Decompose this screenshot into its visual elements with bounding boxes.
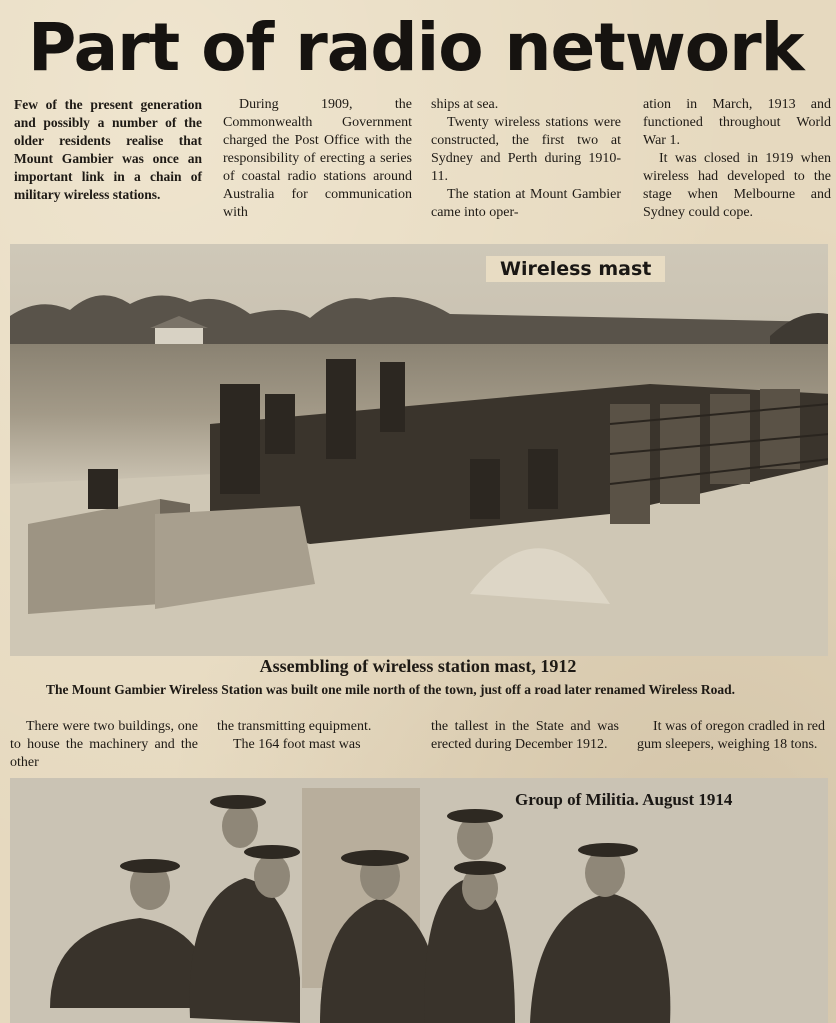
wireless-mast-label: Wireless mast bbox=[486, 256, 665, 282]
lower-column-2-paragraph-2: The 164 foot mast was bbox=[233, 737, 361, 752]
column-3-paragraph-1: ships at sea. bbox=[431, 97, 499, 112]
article-column-2 bbox=[223, 96, 412, 222]
lower-column-4 bbox=[637, 718, 825, 754]
lower-column-1 bbox=[10, 718, 198, 772]
photo-caption-mast: Assembling of wireless station mast, 1912 bbox=[259, 656, 577, 676]
article-column-3 bbox=[431, 96, 621, 222]
column-4-paragraph-1: ation in March, 1913 and functioned throughout World War 1. bbox=[643, 97, 831, 148]
militia-group-photo-image bbox=[10, 778, 828, 1023]
article-column-4 bbox=[643, 96, 831, 222]
column-3-paragraph-2: Twenty wireless stations were constructed, the first two at Sydney and Perth during 1910-11. bbox=[431, 115, 621, 184]
article-column-1 bbox=[14, 96, 202, 204]
militia-photo-caption: Group of Militia. August 1914 bbox=[515, 790, 733, 809]
column-2-paragraph: During 1909, the Commonwealth Government charged the Post Office with the responsibility of erecting a series of coastal radio stations around Australia for communication with bbox=[223, 97, 412, 220]
wireless-mast-photo bbox=[10, 244, 828, 656]
column-3-paragraph-3: The station at Mount Gambier came into oper- bbox=[431, 187, 621, 220]
lower-column-1-paragraph: There were two buildings, one to house the machinery and the other bbox=[10, 719, 198, 770]
column-1-paragraph: Few of the present generation and possibly a number of the older residents realise that Mount Gambier was once an important link in a chain of military wireless stations. bbox=[14, 97, 202, 202]
lower-column-2 bbox=[217, 718, 405, 754]
column-4-paragraph-2: It was closed in 1919 when wireless had developed to the stage when Melbourne and Sydney could cope. bbox=[643, 151, 831, 220]
intro-line: The Mount Gambier Wireless Station was built one mile north of the town, just off a road later renamed Wireless Road. bbox=[46, 682, 736, 697]
lower-column-2-paragraph-1: the transmitting equipment. bbox=[217, 719, 372, 734]
headline: Part of radio network bbox=[28, 9, 804, 86]
lower-column-4-paragraph: It was of oregon cradled in red gum sleepers, weighing 18 tons. bbox=[637, 719, 825, 752]
lower-column-3-paragraph: the tallest in the State and was erected during December 1912. bbox=[431, 719, 619, 752]
militia-group-photo bbox=[10, 778, 828, 1023]
lower-column-3 bbox=[431, 718, 619, 754]
wireless-mast-photo-image bbox=[10, 244, 828, 656]
